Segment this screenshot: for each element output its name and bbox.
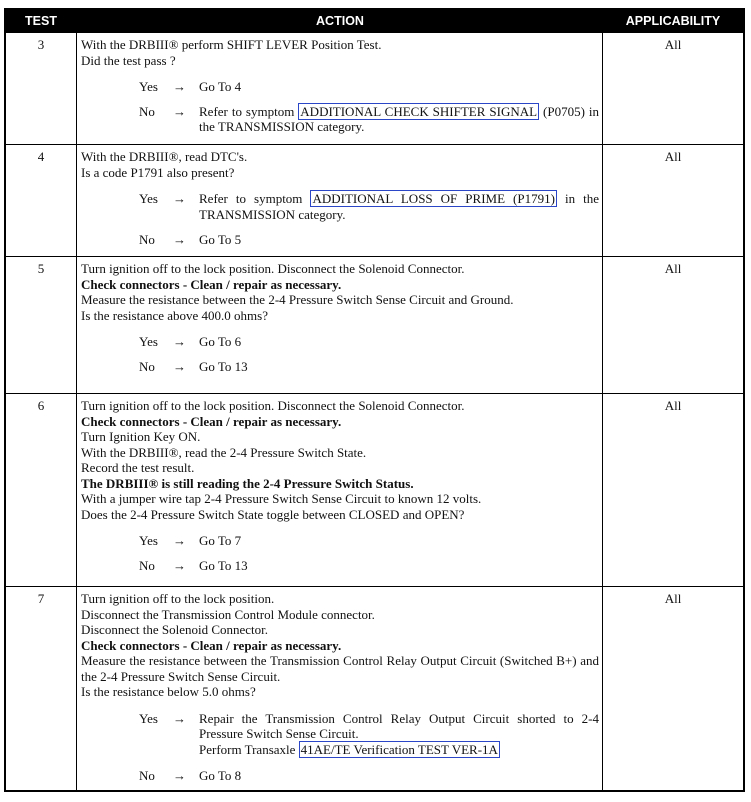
arrow-icon: → bbox=[173, 557, 186, 573]
yes-result: Go To 4 bbox=[199, 79, 242, 94]
applicability-cell: All bbox=[664, 37, 682, 52]
action-line: Check connectors - Clean / repair as necessary. bbox=[81, 637, 342, 653]
action-line: With the DRBIII®, read DTC's. bbox=[81, 149, 248, 164]
action-line: Does the 2-4 Pressure Switch State toggle between CLOSED and OPEN? bbox=[81, 506, 465, 522]
table-row-test-5 bbox=[6, 256, 743, 393]
no-label: No bbox=[139, 103, 155, 119]
no-answer bbox=[81, 359, 599, 375]
yes-result: Go To 7 bbox=[199, 533, 242, 548]
action-line: Is a code P1791 also present? bbox=[81, 164, 235, 180]
no-label: No bbox=[139, 232, 155, 247]
result-text: Perform Transaxle bbox=[199, 741, 299, 757]
yes-label: Yes bbox=[139, 79, 158, 94]
no-answer bbox=[81, 232, 599, 248]
test-number: 5 bbox=[37, 261, 45, 276]
yes-label: Yes bbox=[139, 533, 158, 548]
result-text: Repair the Transmission Control Relay Output Circuit shorted to 2-4 Pressure Switch Sense Circuit. bbox=[199, 710, 599, 741]
result-text: (P0705) in the TRANSMISSION category. bbox=[199, 103, 600, 134]
action-line: Check connectors - Clean / repair as necessary. bbox=[81, 276, 342, 292]
applicability-cell: All bbox=[664, 591, 682, 606]
arrow-icon: → bbox=[173, 79, 186, 94]
yes-result: Go To 6 bbox=[199, 334, 242, 349]
yes-label: Yes bbox=[139, 191, 158, 206]
arrow-icon: → bbox=[173, 358, 186, 374]
test-number: 4 bbox=[37, 149, 45, 164]
yes-answer bbox=[81, 191, 599, 222]
table-row-test-6 bbox=[6, 393, 743, 586]
no-result bbox=[199, 104, 599, 135]
no-answer bbox=[81, 768, 599, 784]
action-cell bbox=[81, 149, 599, 248]
result-text: Refer to symptom bbox=[199, 103, 299, 119]
action-line: The DRBIII® is still reading the 2-4 Pressure Switch Status. bbox=[81, 475, 414, 491]
action-cell bbox=[81, 398, 599, 573]
no-result: Go To 8 bbox=[199, 768, 242, 783]
action-cell bbox=[81, 37, 599, 135]
yes-result bbox=[199, 191, 599, 222]
no-label: No bbox=[139, 768, 155, 783]
action-line: Turn ignition off to the lock position. Disconnect the Solenoid Connector. bbox=[81, 398, 465, 413]
applicability-cell: All bbox=[664, 398, 682, 413]
result-text: Refer to symptom bbox=[199, 191, 311, 206]
no-result: Go To 13 bbox=[199, 358, 248, 374]
header-action: ACTION bbox=[316, 14, 364, 28]
action-line: Disconnect the Transmission Control Module connector. bbox=[81, 606, 375, 622]
diagnostic-table bbox=[4, 8, 745, 792]
action-cell bbox=[81, 591, 599, 784]
symptom-link[interactable]: ADDITIONAL LOSS OF PRIME (P1791) bbox=[312, 191, 555, 206]
action-line: Turn ignition off to the lock position. bbox=[81, 591, 275, 606]
action-line: Check connectors - Clean / repair as necessary. bbox=[81, 413, 342, 429]
action-line: With the DRBIII® perform SHIFT LEVER Position Test. bbox=[81, 37, 382, 52]
action-line: Is the resistance below 5.0 ohms? bbox=[81, 684, 256, 699]
yes-answer bbox=[81, 334, 599, 350]
arrow-icon: → bbox=[173, 232, 186, 247]
result-text: in the TRANSMISSION category. bbox=[199, 191, 599, 222]
action-line: Turn Ignition Key ON. bbox=[81, 429, 201, 444]
yes-result bbox=[199, 711, 599, 758]
no-answer bbox=[81, 104, 599, 135]
action-line: With a jumper wire tap 2-4 Pressure Switch Sense Circuit to known 12 volts. bbox=[81, 491, 482, 506]
verification-test-link[interactable]: 41AE/TE Verification TEST VER-1A bbox=[300, 741, 498, 757]
arrow-icon: → bbox=[173, 334, 186, 349]
test-number: 3 bbox=[37, 37, 45, 52]
applicability-cell: All bbox=[664, 261, 682, 276]
yes-answer bbox=[81, 711, 599, 758]
table-row-test-7 bbox=[6, 586, 743, 792]
arrow-icon: → bbox=[173, 191, 186, 206]
yes-answer bbox=[81, 79, 599, 95]
table-header bbox=[6, 10, 743, 32]
no-result: Go To 5 bbox=[199, 232, 242, 247]
action-line: With the DRBIII®, read the 2-4 Pressure Switch State. bbox=[81, 444, 367, 460]
arrow-icon: → bbox=[173, 710, 186, 726]
symptom-link[interactable]: ADDITIONAL CHECK SHIFTER SIGNAL bbox=[300, 103, 538, 119]
header-test: TEST bbox=[25, 14, 57, 28]
action-line: Measure the resistance between the 2-4 Pressure Switch Sense Circuit and Ground. bbox=[81, 292, 514, 307]
applicability-cell: All bbox=[664, 149, 682, 164]
action-cell bbox=[81, 261, 599, 374]
action-line: Record the test result. bbox=[81, 460, 195, 475]
action-line: Is the resistance above 400.0 ohms? bbox=[81, 307, 269, 323]
no-result: Go To 13 bbox=[199, 557, 248, 573]
action-line: Turn ignition off to the lock position. Disconnect the Solenoid Connector. bbox=[81, 261, 465, 276]
yes-label: Yes bbox=[139, 710, 158, 726]
no-label: No bbox=[139, 358, 155, 374]
arrow-icon: → bbox=[173, 533, 186, 548]
yes-answer bbox=[81, 533, 599, 549]
test-number: 7 bbox=[37, 591, 45, 606]
arrow-icon: → bbox=[173, 768, 186, 783]
yes-label: Yes bbox=[139, 334, 158, 349]
action-line: Disconnect the Solenoid Connector. bbox=[81, 622, 269, 637]
action-line: Measure the resistance between the Transmission Control Relay Output Circuit (Switched B+) and the 2-4 Pressure Switch Sense Circuit. bbox=[81, 653, 599, 684]
table-row-test-4 bbox=[6, 144, 743, 256]
table-row-test-3 bbox=[6, 32, 743, 144]
test-number: 6 bbox=[37, 398, 45, 413]
no-label: No bbox=[139, 557, 155, 573]
arrow-icon: → bbox=[173, 103, 186, 119]
no-answer bbox=[81, 558, 599, 574]
action-line: Did the test pass ? bbox=[81, 52, 176, 68]
header-applicability: APPLICABILITY bbox=[625, 14, 721, 28]
